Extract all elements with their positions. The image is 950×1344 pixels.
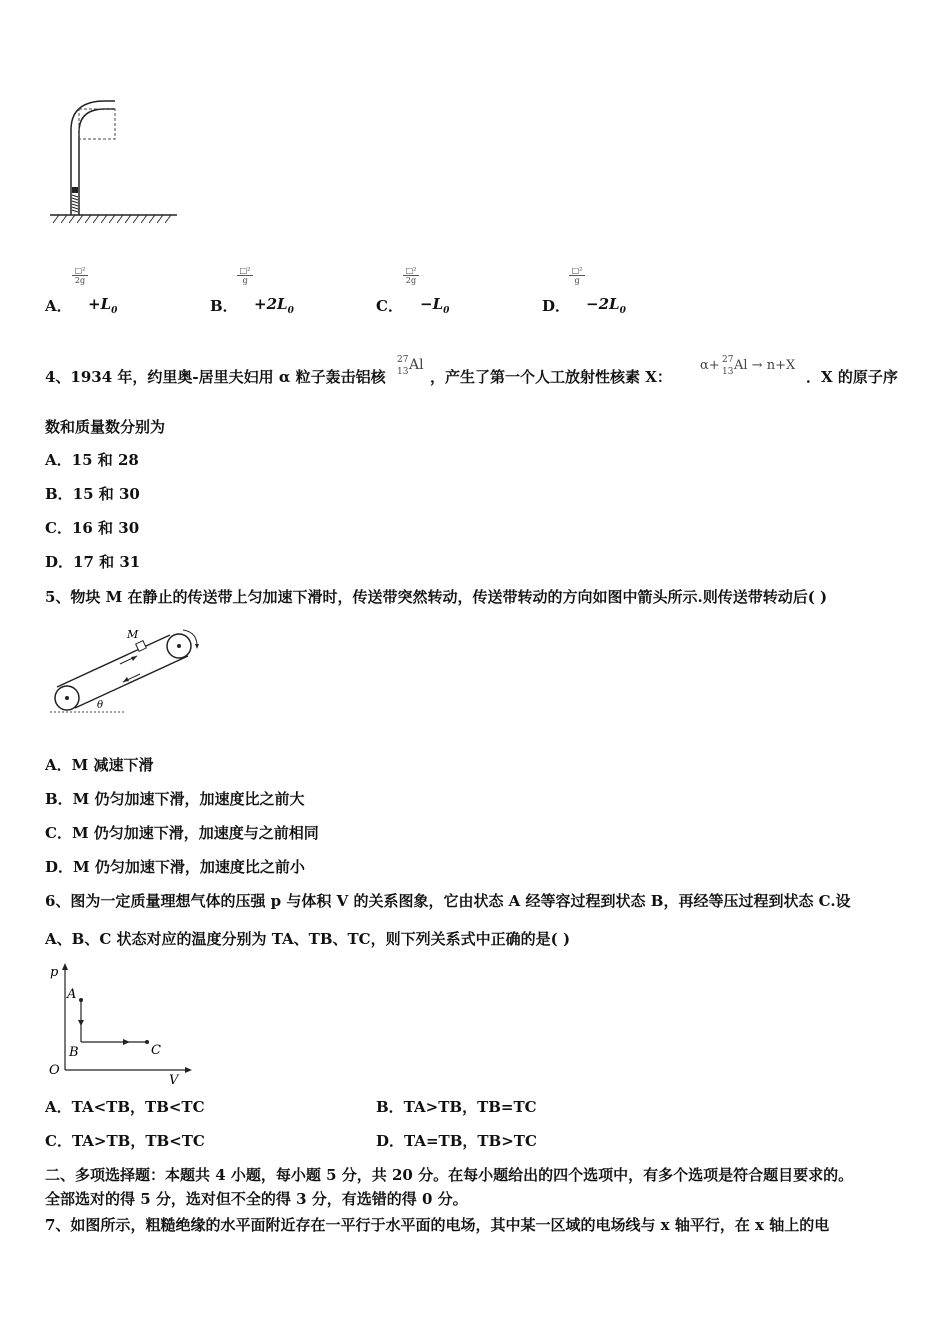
q5-option-d[interactable]: D．M 仍匀加速下滑，加速度比之前小 (45, 858, 305, 876)
q5-fig-label-m: M (127, 628, 139, 641)
q6-fig-label-p: p (50, 965, 59, 980)
q5-option-a[interactable]: A．M 减速下滑 (45, 756, 154, 774)
q3-option-a-fraction: □² 2g (72, 266, 88, 285)
q6-fig-label-o: O (49, 1063, 60, 1078)
q3-option-b-expr: $+2L_0$ (254, 295, 294, 316)
q4-stem-line2: 数和质量数分别为 (45, 418, 166, 436)
q6-fig-label-b: B (69, 1045, 79, 1060)
q5-stem: 5、物块 M 在静止的传送带上匀加速下滑时，传送带突然转动，传送带转动的方向如图中箭头所示.则传送带转动后( ) (45, 588, 828, 606)
q6-pv-figure (45, 962, 195, 1087)
q5-option-c[interactable]: C．M 仍匀加速下滑，加速度与之前相同 (45, 824, 319, 842)
q6-option-a[interactable]: A．TA<TB，TB<TC (45, 1098, 205, 1116)
section2-line1: 二、多项选择题：本题共 4 小题，每小题 5 分，共 20 分。在每小题给出的四个选项中，有多个选项是符合题目要求的。 (45, 1166, 854, 1184)
q3-option-b[interactable] (210, 295, 238, 316)
q6-stem-line1: 6、图为一定质量理想气体的压强 p 与体积 V 的关系图象，它由状态 A 经等容过程到状态 B，再经等压过程到状态 C.设 (45, 892, 851, 910)
q4-al-nuclide: 27 13 Al (397, 355, 424, 377)
q6-fig-label-a: A (67, 987, 77, 1002)
option-label: C． (376, 297, 403, 315)
q3-option-d-expr: $-2L_0$ (586, 295, 626, 316)
q6-option-c[interactable]: C．TA>TB，TB<TC (45, 1132, 205, 1150)
q5-option-b[interactable]: B．M 仍匀加速下滑，加速度比之前大 (45, 790, 305, 808)
q3-option-c-fraction: □² 2g (403, 266, 419, 285)
q3-figure (45, 95, 185, 230)
q5-fig-label-theta: θ (97, 700, 104, 711)
q4-stem-part2: ，产生了第一个人工放射性核素 X： (430, 368, 672, 386)
q3-option-d[interactable] (542, 295, 570, 316)
q3-option-b-fraction: □² g (237, 266, 253, 285)
option-label: A． (45, 297, 72, 315)
q6-option-d[interactable]: D．TA=TB，TB>TC (376, 1132, 537, 1150)
section2-line2: 全部选对的得 5 分，选对但不全的得 3 分，有选错的得 0 分。 (45, 1190, 468, 1208)
q4-option-c[interactable]: C．16 和 30 (45, 519, 140, 537)
q6-fig-label-c: C (151, 1043, 161, 1058)
q4-stem-part1: 4、1934 年，约里奥-居里夫妇用 α 粒子轰击铝核 (45, 368, 386, 386)
q3-option-c[interactable] (376, 295, 403, 316)
q4-stem-part3: ．X 的原子序 (806, 368, 898, 386)
q3-option-a-expr: $+L_0$ (88, 295, 118, 316)
option-label: B． (210, 297, 238, 315)
q4-option-d[interactable]: D．17 和 31 (45, 553, 141, 571)
q4-equation: α+ 27 13 Al → n+X (700, 355, 796, 377)
q4-option-a[interactable]: A．15 和 28 (45, 451, 139, 469)
option-label: D． (542, 297, 571, 315)
q5-conveyor-figure (45, 622, 210, 717)
q6-stem-line2: A、B、C 状态对应的温度分别为 TA、TB、TC，则下列关系式中正确的是( ) (45, 930, 571, 948)
q3-option-a[interactable] (45, 295, 72, 316)
q4-option-b[interactable]: B．15 和 30 (45, 485, 140, 503)
q3-option-d-fraction: □² g (569, 266, 585, 285)
q7-stem: 7、如图所示，粗糙绝缘的水平面附近存在一平行于水平面的电场，其中某一区域的电场线与 x 轴平行，在 x 轴上的电 (45, 1216, 830, 1234)
q6-option-b[interactable]: B．TA>TB，TB=TC (376, 1098, 537, 1116)
section2-heading (45, 1163, 915, 1211)
q6-fig-label-v: V (169, 1073, 179, 1088)
q3-option-c-expr: $-L_0$ (420, 295, 450, 316)
